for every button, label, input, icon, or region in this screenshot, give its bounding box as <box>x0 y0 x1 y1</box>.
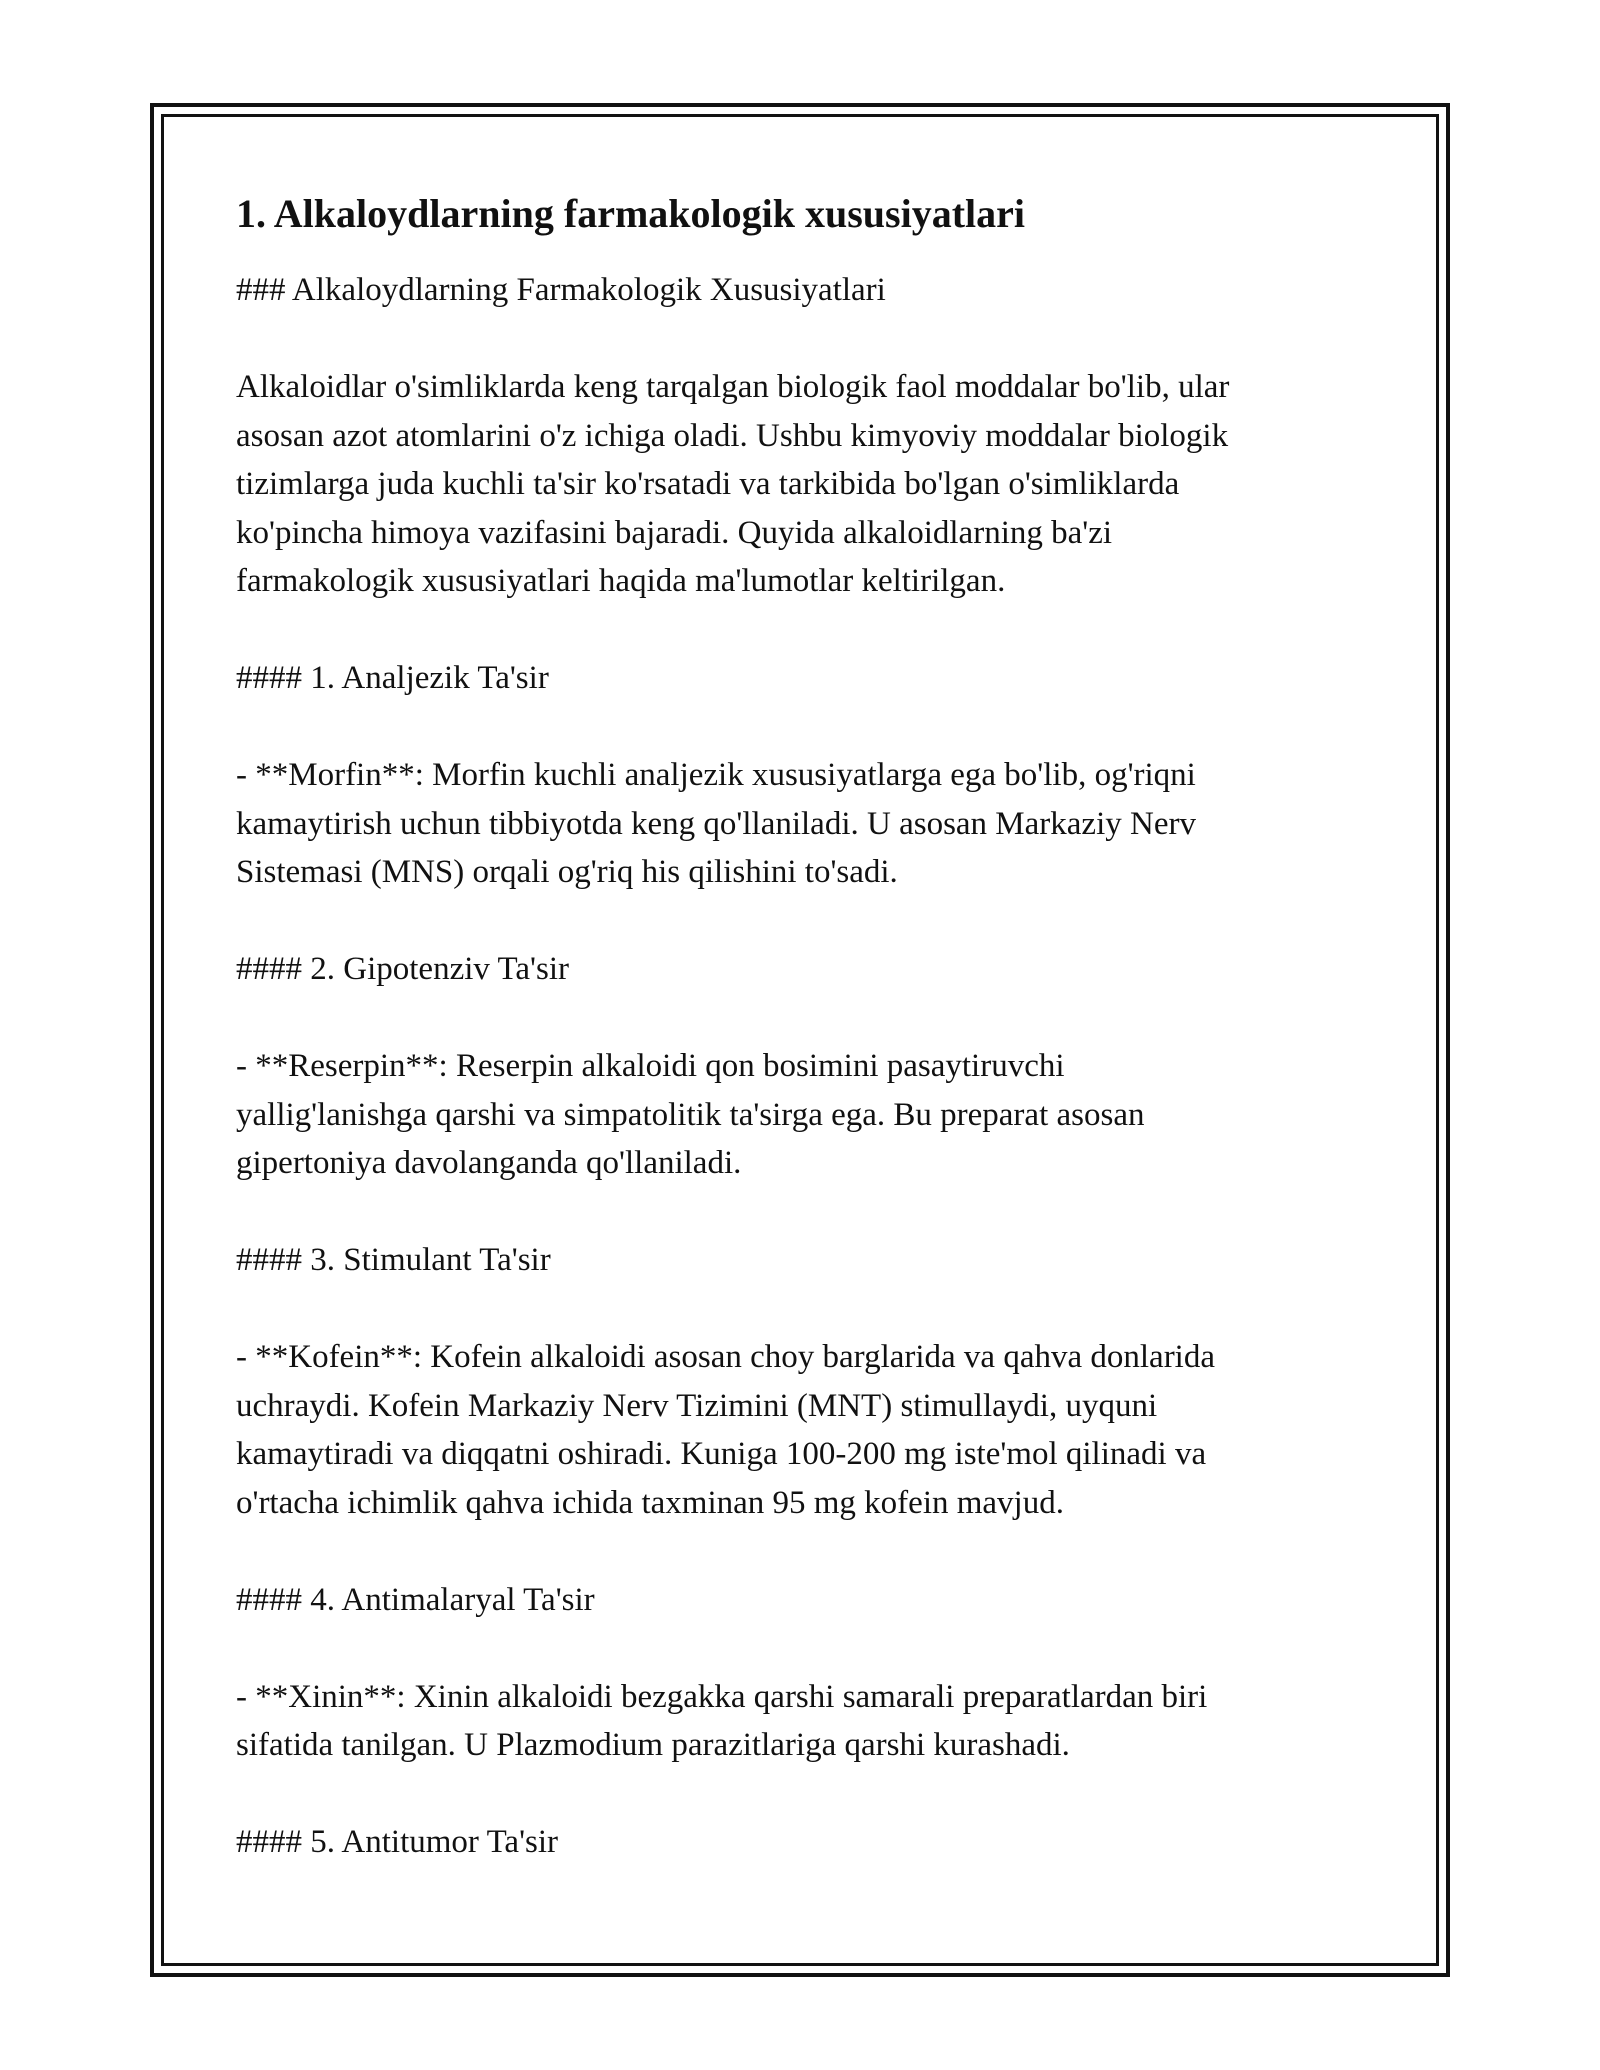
markdown-heading: ### Alkaloydlarning Farmakologik Xususiyatlari <box>236 272 886 308</box>
section-heading-antitumor: #### 5. Antitumor Ta'sir <box>236 1824 559 1860</box>
section-body-kofein: - **Kofein**: Kofein alkaloidi asosan choy barglarida va qahva donlarida uchraydi. Kofein Markaziy Nerv Tizimini (MNT) stimullaydi, uyquni kamaytiradi va diqqatni oshiradi. Kuniga 100-200 mg iste'mol qilinadi va o'rtacha ichimlik qahva ichida taxminan 95 mg kofein mavjud. <box>236 1339 1215 1521</box>
document-title: 1. Alkaloydlarning farmakologik xususiyatlari <box>236 191 1026 236</box>
document-content <box>236 188 1356 1867</box>
section-body-morfin: - **Morfin**: Morfin kuchli analjezik xususiyatlarga ega bo'lib, og'riqni kamaytirish uchun tibbiyotda keng qo'llaniladi. U asosan Markaziy Nerv Sistemasi (MNS) orqali og'riq his qilishini to'sadi. <box>236 757 1196 890</box>
section-body-reserpin: - **Reserpin**: Reserpin alkaloidi qon bosimini pasaytiruvchi yallig'lanishga qarshi va simpatolitik ta'sirga ega. Bu preparat asosan gipertoniya davolanganda qo'llaniladi. <box>236 1048 1145 1181</box>
section-heading-gipotenziv: #### 2. Gipotenziv Ta'sir <box>236 951 569 987</box>
section-body-xinin: - **Xinin**: Xinin alkaloidi bezgakka qarshi samarali preparatlardan biri sifatida tanilgan. U Plazmodium parazitlariga qarshi kurashadi. <box>236 1678 1208 1763</box>
section-heading-stimulant: #### 3. Stimulant Ta'sir <box>236 1242 551 1278</box>
section-heading-analjezik: #### 1. Analjezik Ta'sir <box>236 660 549 696</box>
intro-paragraph: Alkaloidlar o'simliklarda keng tarqalgan biologik faol moddalar bo'lib, ular asosan azot atomlarini o'z ichiga oladi. Ushbu kimyoviy moddalar biologik tizimlarga juda kuchli ta'sir ko'rsatadi va tarkibida bo'lgan o'simliklarda ko'pincha himoya vazifasini bajaradi. Quyida alkaloidlarning ba'zi farmakologik xususiyatlari haqida ma'lumotlar keltirilgan. <box>236 369 1230 599</box>
section-heading-antimalaryal: #### 4. Antimalaryal Ta'sir <box>236 1581 595 1618</box>
